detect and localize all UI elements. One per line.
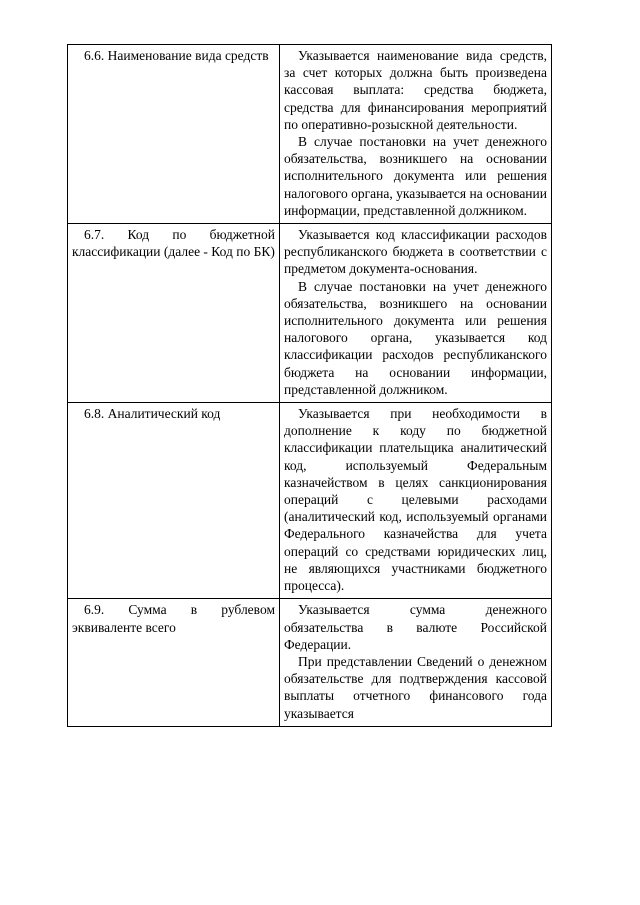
description-paragraph: Указывается код классификации расходов республиканского бюджета в соответствии с предметом документа-основания. xyxy=(284,227,547,277)
field-name: 6.8. Аналитический код xyxy=(84,406,221,422)
field-name-cell xyxy=(68,224,280,403)
field-name-cell xyxy=(68,599,280,726)
table-row xyxy=(68,599,552,726)
description-paragraph: Указывается сумма денежного обязательства в валюте Российской Федерации. xyxy=(284,602,547,652)
field-name-cell xyxy=(68,45,280,224)
field-name: 6.6. Наименование вида средств xyxy=(84,48,269,63)
instructions-table xyxy=(67,44,552,727)
table-row xyxy=(68,403,552,599)
table-row xyxy=(68,224,552,403)
field-name: 6.9. Сумма в рублевом эквиваленте всего xyxy=(72,602,275,635)
field-description-cell xyxy=(280,403,552,599)
field-name-cell xyxy=(68,403,280,599)
table-row xyxy=(68,45,552,224)
field-description-cell xyxy=(280,45,552,224)
field-description-cell xyxy=(280,599,552,726)
field-name: 6.7. Код по бюджетной классификации (далее - Код по БК) xyxy=(72,227,275,260)
description-paragraph: Указывается наименование вида средств, за счет которых должна быть произведена кассовая выплата: средства бюджета, средства для финансирования мероприятий по оперативно-розыскной деятельности. xyxy=(284,48,547,132)
description-paragraph: В случае постановки на учет денежного обязательства, возникшего на основании исполнительного документа или решения налогового органа, указывается код классификации расходов республиканского бюджета на основании информации, представленной должником. xyxy=(284,278,547,397)
description-paragraph: Указывается при необходимости в дополнение к коду по бюджетной классификации плательщика аналитический код, используемый Федеральным казначейством в целях санкционирования операций с целевыми расходами (аналитический код, используемый органами Федерального казначейства для учета операций со средствами юридических лиц, не являющихся участниками бюджетного процесса). xyxy=(284,406,547,594)
field-description-cell xyxy=(280,224,552,403)
description-paragraph: При представлении Сведений о денежном обязательстве для подтверждения кассовой выплаты отчетного финансового года указывается xyxy=(284,653,547,721)
description-paragraph: В случае постановки на учет денежного обязательства, возникшего на основании исполнительного документа или решения налогового органа, указывается на основании информации, представленной должником. xyxy=(284,134,547,218)
